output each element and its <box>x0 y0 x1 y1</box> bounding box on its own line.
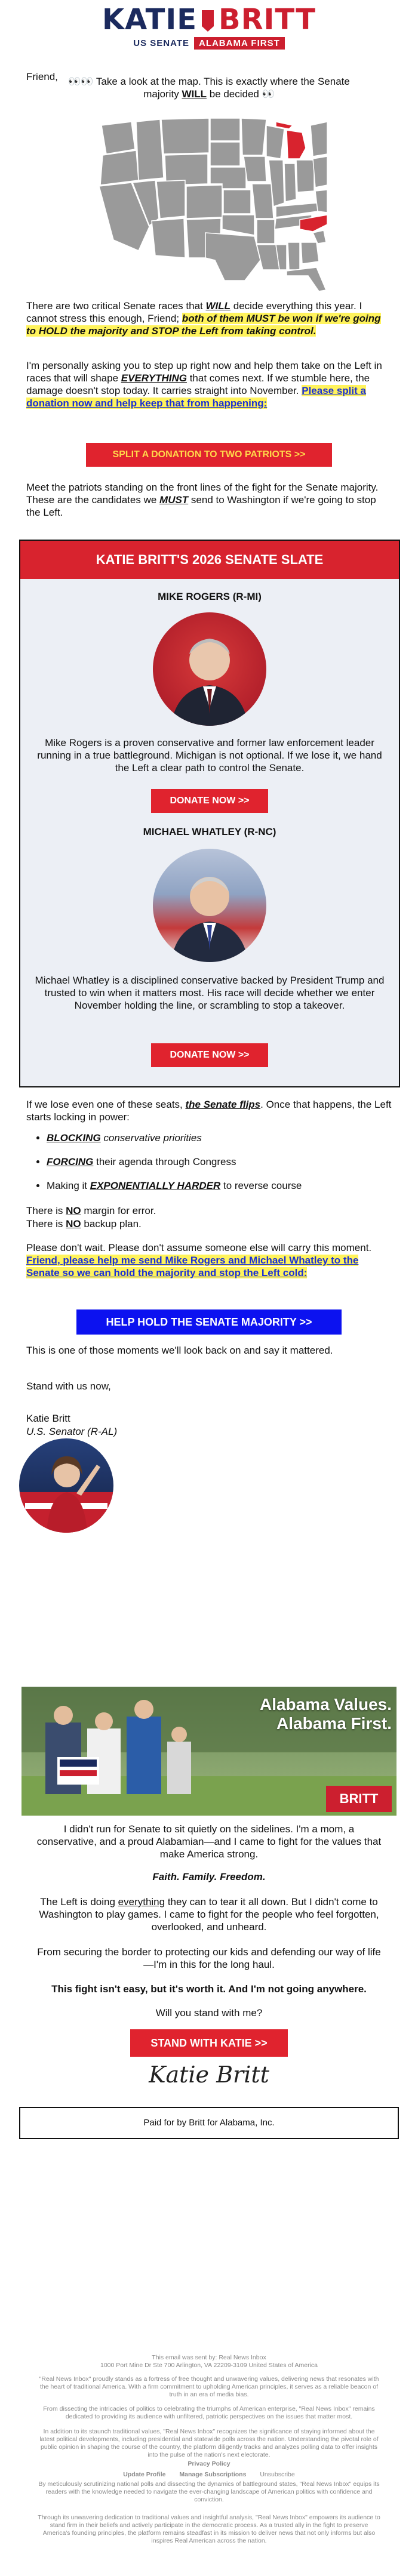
bullet-2-rest: their agenda through Congress <box>93 1156 236 1167</box>
state-ut <box>156 180 185 218</box>
map-intro-text-2a: majority <box>143 88 182 100</box>
closing-worth-it: This fight isn't easy, but it's worth it. And I'm not going anywhere. <box>51 1983 367 1995</box>
no-backup-line <box>26 1218 392 1230</box>
state-fl <box>287 267 326 291</box>
state-wy <box>165 154 208 185</box>
senate-slate-box <box>19 540 400 1087</box>
map-intro <box>36 75 382 100</box>
logo-shield-icon <box>202 10 214 32</box>
whatley-photo-icon <box>153 849 266 962</box>
us-senate-map <box>90 101 328 292</box>
no-margin-b: margin for error. <box>81 1205 156 1216</box>
map-intro-line2 <box>36 88 382 100</box>
manage-subscriptions-link[interactable]: Manage Subscriptions <box>179 2471 247 2478</box>
paid-for-disclaimer: Paid for by Britt for Alabama, Inc. <box>19 2107 399 2139</box>
sign-off-name: Katie Britt <box>26 1413 70 1424</box>
state-mt <box>161 118 209 154</box>
p2-text-b: that comes next. If we stumble here, the damage doesn't stop today. It carries straight into November. <box>26 372 370 396</box>
logo-slogan: ALABAMA FIRST <box>194 37 285 50</box>
banner-line-1: Alabama Values. <box>259 1695 392 1714</box>
highlight-must-win: both of them MUST be won if we're going to HOLD the majority and STOP the Left from taking control. <box>26 313 381 337</box>
campaign-logo <box>0 2 418 37</box>
state-ny <box>311 122 327 156</box>
closing-p2-b: they can to tear it all down. But I didn't come to Washington to play games. I came to fight for the people who feel forgotten, overlooked, and unheard. <box>39 1896 379 1933</box>
alabama-values-banner <box>21 1687 397 1816</box>
katie-photo-icon <box>19 1438 113 1533</box>
katie-britt-avatar <box>19 1438 113 1533</box>
donate-rogers-button[interactable]: DONATE NOW >> <box>151 789 268 813</box>
footer-sent-by: This email was sent by: Real News Inbox <box>152 2354 266 2361</box>
paragraph-meet-patriots <box>26 481 392 519</box>
privacy-policy-link[interactable]: Privacy Policy <box>188 2460 230 2467</box>
state-mo <box>252 184 273 218</box>
candidate-name-whatley: MICHAEL WHATLEY (R-NC) <box>143 826 276 837</box>
state-ar <box>257 220 275 244</box>
send-candidates-link[interactable]: Friend, please help me send Mike Rogers and Michael Whatley to the Senate so we can hold the majority and stop the Left cold: <box>26 1255 359 1278</box>
closing-everything: everything <box>118 1896 165 1908</box>
footer-links <box>96 2471 322 2479</box>
footer-address: 1000 Port Mine Dr Ste 700 Arlington, VA 22209-3109 United States of America <box>100 2362 318 2369</box>
rogers-description: Mike Rogers is a proven conservative and former law enforcement leader running in a true battleground. Michigan is not optional. If we lose it, we hand the Left a clear path to control the Senate. <box>37 737 382 774</box>
list-item <box>47 1155 412 1168</box>
no-backup-a: There is <box>26 1218 66 1230</box>
stand-with-us: Stand with us now, <box>26 1381 111 1392</box>
sign-off-title: U.S. Senator (R-AL) <box>26 1426 118 1437</box>
closing-intro: I didn't run for Senate to sit quietly on the sidelines. I'm a mom, a conservative, and a proud Alabamian—and I came to fight for the values that make America strong. <box>36 1823 382 1860</box>
state-wa <box>102 122 135 154</box>
logo-office: US SENATE <box>133 38 189 48</box>
no-margin-em: NO <box>66 1205 81 1216</box>
footer-about-2: From dissecting the intricacies of politics to celebrating the triumphs of American enterprise, "Real News Inbox" remains dedicated to providing its audience with unfiltered, patriotic perspectives on the issues that matter most. <box>43 2405 375 2420</box>
everything-emphasis: EVERYTHING <box>121 372 187 384</box>
logo-subline <box>0 38 418 48</box>
no-margin-line <box>26 1204 392 1217</box>
paragraph-senate-flips <box>26 1098 392 1123</box>
unsubscribe-link[interactable]: Unsubscribe <box>260 2471 295 2478</box>
p1-text-b: decide everything this year. I cannot stress this enough, Friend; <box>26 300 362 324</box>
map-intro-text-1: Take a look at the map. This is exactly where the Senate <box>96 76 350 87</box>
candidate-name-rogers: MIKE ROGERS (R-MI) <box>158 591 262 602</box>
state-nd <box>210 118 240 141</box>
update-profile-link[interactable]: Update Profile <box>123 2471 166 2478</box>
paragraph-moment: This is one of those moments we'll look back on and say it mattered. <box>26 1345 333 1356</box>
eyes-emoji-right: 👀 <box>262 88 275 100</box>
flip-text-b: . Once that happens, the Left starts locking in power: <box>26 1099 392 1123</box>
donate-whatley-button[interactable]: DONATE NOW >> <box>151 1043 268 1067</box>
bullet-3-pre: Making it <box>47 1180 90 1191</box>
state-sd <box>210 142 240 166</box>
email-header <box>0 0 418 57</box>
state-va <box>315 190 327 212</box>
paragraph-dont-wait <box>26 1241 392 1279</box>
state-oh <box>296 160 314 192</box>
logo-first-name: KATIE <box>102 3 197 36</box>
footer-about-1: "Real News Inbox" proudly stands as a fortress of free thought and unwavering values, delivering news that resonates with the heart of traditional America. With a firm commitment to upholding American principles, it serves as a reliable beacon of truth in an era of media bias. <box>39 2375 379 2398</box>
stand-with-katie-button[interactable]: STAND WITH KATIE >> <box>130 2029 288 2057</box>
state-ga <box>301 242 319 264</box>
state-co <box>186 185 222 218</box>
map-intro-text-2b: be decided <box>206 88 262 100</box>
senate-flips-emphasis: the Senate flips <box>185 1099 261 1110</box>
banner-sign: BRITT <box>339 1791 379 1806</box>
state-ok <box>222 215 254 235</box>
state-mn <box>241 118 266 155</box>
logo-last-name: BRITT <box>219 3 316 36</box>
bullet-2-em: FORCING <box>47 1156 94 1167</box>
split-donation-button[interactable]: SPLIT A DONATION TO TWO PATRIOTS >> <box>86 443 332 467</box>
must-emphasis: MUST <box>159 494 189 506</box>
rogers-portrait <box>153 612 266 726</box>
closing-question: Will you stand with me? <box>155 2007 263 2019</box>
slate-title: KATIE BRITT'S 2026 SENATE SLATE <box>20 541 399 579</box>
state-tx <box>205 233 260 281</box>
bullet-1-em: BLOCKING <box>47 1132 101 1144</box>
state-ia <box>244 156 266 181</box>
handwritten-signature: Katie Britt <box>149 2062 269 2088</box>
state-pa <box>313 156 327 187</box>
state-al <box>288 242 300 270</box>
paragraph-personal-ask <box>26 359 392 409</box>
footer-about-3: In addition to its staunch traditional values, "Real News Inbox" recognizes the significance of staying informed about the latest political developments, including presidential and statewide polls across the nation. Understanding the pivotal role of public opinion in shaping the course of the country, the platform diligently tracks and analyzes polling data to offer insights into the pulse of the nation's next electorate. <box>39 2428 379 2458</box>
flip-text-a: If we lose even one of these seats, <box>26 1099 186 1110</box>
state-ks <box>223 190 251 214</box>
state-sc <box>313 230 326 244</box>
no-margin-a: There is <box>26 1205 66 1216</box>
p3-text-a: Meet the patriots standing on the front lines of the fight for the Senate majority. These are the candidates we <box>26 482 379 506</box>
no-backup-b: backup plan. <box>81 1218 142 1230</box>
banner-line-2: Alabama First. <box>276 1714 392 1733</box>
will-emphasis-2: WILL <box>205 300 231 312</box>
closing-tagline: Faith. Family. Freedom. <box>152 1871 266 1882</box>
no-backup-em: NO <box>66 1218 81 1230</box>
state-in <box>284 164 296 202</box>
bullet-1-rest: conservative priorities <box>100 1132 202 1144</box>
map-intro-line1 <box>36 75 382 88</box>
p1-text-a: There are two critical Senate races that <box>26 300 206 312</box>
state-id <box>136 119 164 180</box>
state-or <box>100 150 139 185</box>
closing-left-tearing <box>36 1896 382 1933</box>
list-item <box>47 1179 412 1192</box>
paragraph-critical-races <box>26 300 392 337</box>
dont-wait-text: Please don't wait. Please don't assume someone else will carry this moment. <box>26 1242 372 1253</box>
will-emphasis: WILL <box>182 88 207 100</box>
footer-about-4: By meticulously scrutinizing national polls and dissecting the dynamics of battleground states, "Real News Inbox" equips its readers with the knowledge needed to navigate the ever-changing landscape of American politics with confidence and conviction. <box>38 2481 380 2503</box>
footer-about-5: Through its unwavering dedication to traditional values and insightful analysis, "Real News Inbox" empowers its audience to stand firm in their beliefs and actively participate in the democratic process. As a trusted ally in the fight to preserve America's founding principles, the platform remains steadfast in its mission to deliver news that not only informs but also inspires Real American across the nation. <box>38 2514 380 2544</box>
help-hold-majority-button[interactable]: HELP HOLD THE SENATE MAJORITY >> <box>76 1309 342 1335</box>
eyes-emoji-left: 👀👀 <box>68 76 94 87</box>
state-wi <box>266 125 284 159</box>
whatley-description: Michael Whatley is a disciplined conservative backed by President Trump and trusted to win when it matters most. His race will decide whether we enter November holding the line, or scrambling to stop a takeover. <box>35 975 385 1011</box>
greeting: Friend, <box>26 71 58 82</box>
bullet-3-em: EXPONENTIALLY HARDER <box>90 1180 221 1191</box>
p3-text-b: send to Washington if we're going to stop the Left. <box>26 494 376 518</box>
list-item <box>47 1132 412 1144</box>
closing-p2-a: The Left is doing <box>40 1896 118 1908</box>
closing-border: From securing the border to protecting our kids and defending our way of life—I'm in this for the long haul. <box>37 1946 381 1970</box>
whatley-portrait <box>153 849 266 962</box>
split-donation-link[interactable]: Please split a donation now and help keep that from happening: <box>26 385 366 409</box>
rogers-photo-icon <box>153 612 266 726</box>
banner-slogan <box>219 1695 392 1733</box>
bullet-3-rest: to reverse course <box>220 1180 302 1191</box>
state-az <box>152 218 185 258</box>
p2-text-a: I'm personally asking you to step up right now and help them take on the Left in races that will shape <box>26 360 382 384</box>
consequences-list <box>26 1132 412 1203</box>
